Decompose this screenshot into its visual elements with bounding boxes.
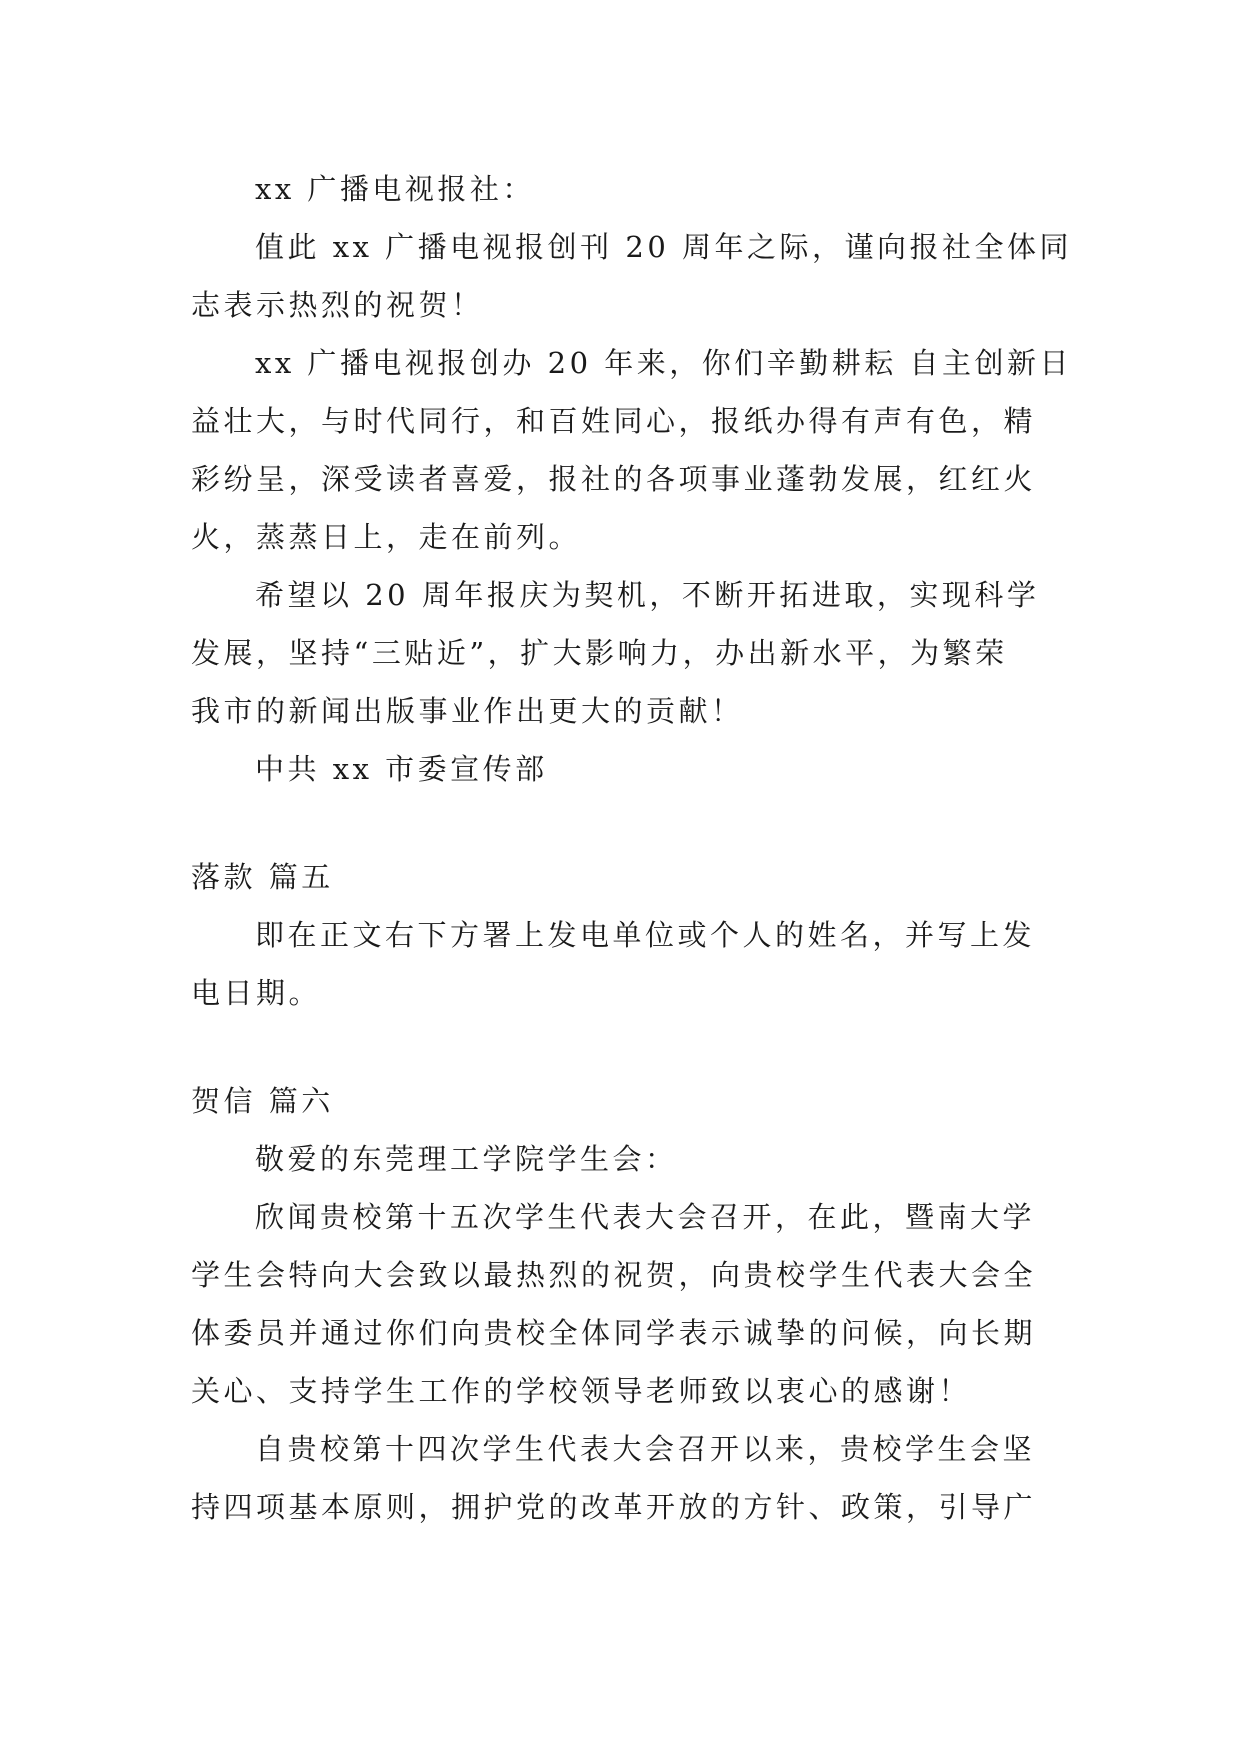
section-gap xyxy=(191,798,1061,848)
section-heading: 落款 篇五 xyxy=(191,860,334,894)
section-heading: 贺信 篇六 xyxy=(191,1084,334,1118)
paragraph-line: 学生会特向大会致以最热烈的祝贺，向贵校学生代表大会全 xyxy=(191,1258,1037,1292)
paragraph-line: 发展，坚持“三贴近”，扩大影响力，办出新水平，为繁荣 xyxy=(191,636,1008,670)
paragraph-line: 值此 xx 广播电视报创刊 20 周年之际，谨向报社全体同 xyxy=(255,230,1072,264)
paragraph-line: 自贵校第十四次学生代表大会召开以来，贵校学生会坚 xyxy=(255,1432,1036,1466)
paragraph-line: 即在正文右下方署上发电单位或个人的姓名，并写上发 xyxy=(255,918,1036,952)
paragraph-line: 电日期。 xyxy=(191,976,322,1010)
signature-line: 中共 xx 市委宣传部 xyxy=(255,752,548,786)
salutation-line: 敬爱的东莞理工学院学生会： xyxy=(255,1142,678,1176)
document-page xyxy=(191,160,1072,1536)
paragraph-line: 我市的新闻出版事业作出更大的贡献！ xyxy=(191,694,744,728)
paragraph-line: 关心、支持学生工作的学校领导老师致以衷心的感谢！ xyxy=(191,1374,972,1408)
paragraph-line: 彩纷呈，深受读者喜爱，报社的各项事业蓬勃发展，红红火 xyxy=(191,462,1037,496)
paragraph-line: 持四项基本原则，拥护党的改革开放的方针、政策，引导广 xyxy=(191,1490,1037,1524)
salutation-line: xx 广播电视报社： xyxy=(255,172,535,206)
paragraph-line: 体委员并通过你们向贵校全体同学表示诚挚的问候，向长期 xyxy=(191,1316,1037,1350)
paragraph-line: xx 广播电视报创办 20 年来，你们辛勤耕耘 自主创新日 xyxy=(255,346,1072,380)
section-gap xyxy=(191,1022,1061,1072)
paragraph-line: 希望以 20 周年报庆为契机，不断开拓进取，实现科学 xyxy=(255,578,1040,612)
paragraph-line: 益壮大，与时代同行，和百姓同心，报纸办得有声有色，精 xyxy=(191,404,1037,438)
paragraph-line: 欣闻贵校第十五次学生代表大会召开，在此，暨南大学 xyxy=(255,1200,1036,1234)
paragraph-line: 志表示热烈的祝贺！ xyxy=(191,288,484,322)
paragraph-line: 火，蒸蒸日上，走在前列。 xyxy=(191,520,582,554)
